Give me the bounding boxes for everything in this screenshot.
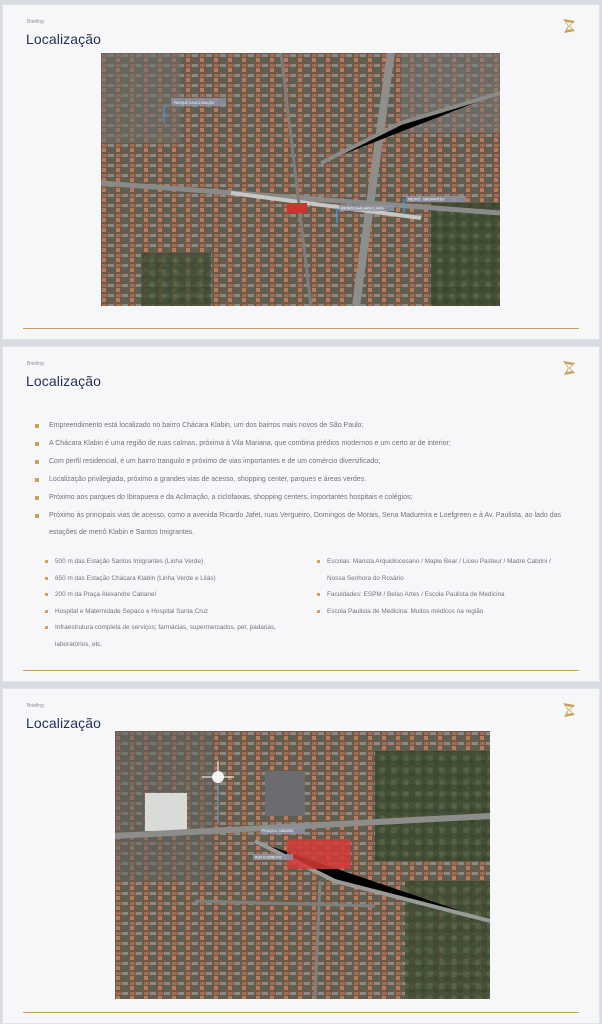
slide-location-map-wide — [2, 4, 600, 340]
list-item: Escola Paulista de Medicina: Muitos médicos na região — [317, 604, 565, 621]
slide-kicker: Briefing — [27, 361, 44, 367]
brand-logo-icon — [561, 701, 577, 719]
location-bullets — [33, 417, 561, 541]
list-item: Faculdades: ESPM / Belas Artes / Escola Paulista de Medicina — [317, 587, 565, 604]
brand-logo-icon — [561, 17, 577, 35]
page-title: Localização — [26, 715, 102, 731]
page-title: Localização — [26, 373, 102, 389]
list-item: A Chácara Klabin é uma região de ruas calmas, próxima à Vila Mariana, que combina prédios modernos e um certo ar de interior; — [33, 435, 561, 453]
nearby-list-left — [45, 554, 300, 653]
list-item: Empreendimento está localizado no bairro Chácara Klabin, um dos bairros mais novos de São Paulo; — [33, 417, 561, 435]
slide-location-map-detail — [2, 688, 600, 1024]
divider-gold — [23, 1012, 579, 1013]
list-item: Localização privilegiada, próximo a grandes vias de acesso, shopping center, parques e áreas verdes. — [33, 471, 561, 489]
slide-kicker: Briefing — [27, 703, 44, 709]
list-item: Escolas: Marista Arquidiocesano / Maple Bear / Liceu Pasteur / Madre Cabrini / Nossa Senhora do Rosário — [317, 554, 565, 587]
list-item: Hospital e Maternidade Sepaco e Hospital Santa Cruz — [45, 604, 300, 621]
slide-kicker: Briefing — [27, 19, 44, 25]
nearby-list-right — [317, 554, 565, 620]
slide-location-text — [2, 346, 600, 682]
svg-text:PRAÇA A. CABANEL: PRAÇA A. CABANEL — [262, 829, 295, 833]
list-item: Com perfil residencial, é um bairro tranquilo e próximo de vias importantes e de um comércio diversificado; — [33, 453, 561, 471]
svg-text:PARQUE DA ACLIMAÇÃO: PARQUE DA ACLIMAÇÃO — [174, 101, 215, 105]
list-item: 500 m das Estação Santos Imigrantes (Linha Verde) — [45, 554, 300, 571]
brand-logo-icon — [561, 359, 577, 377]
list-item: 650 m das Estação Chácara Klabin (Linha Verde e Lilás) — [45, 571, 300, 588]
svg-text:METRÔ CHÁCARA KLABIN: METRÔ CHÁCARA KLABIN — [341, 206, 384, 211]
satellite-map-detail — [115, 731, 490, 999]
page-title: Localização — [26, 31, 102, 47]
svg-text:RUA DOMINGOS: RUA DOMINGOS — [255, 855, 282, 860]
satellite-map-wide — [101, 53, 500, 306]
list-item: Infraestrutura completa de serviços; farmácias, supermercados, pet, padarias, laboratórios, etc. — [45, 620, 300, 653]
divider-gold — [23, 670, 579, 671]
list-item: Próximo aos parques do Ibirapuera e da Aclimação, a ciclofaixas, shopping centers, importantes hospitais e colégios; — [33, 489, 561, 507]
list-item: 200 m da Praça Alexandre Cabanel — [45, 587, 300, 604]
divider-gold — [23, 328, 579, 329]
svg-text:METRÔ · IMIGRANTES: METRÔ · IMIGRANTES — [408, 197, 445, 202]
list-item: Próximo às principais vias de acesso, como a avenida Ricardo Jafet, ruas Vergueiro, Domingos de Morais, Sena Madureira e Loefgreen e à Av. Paulista, ao lado das estações de metrô Klabin e Santos Imigrantes. — [33, 507, 561, 541]
